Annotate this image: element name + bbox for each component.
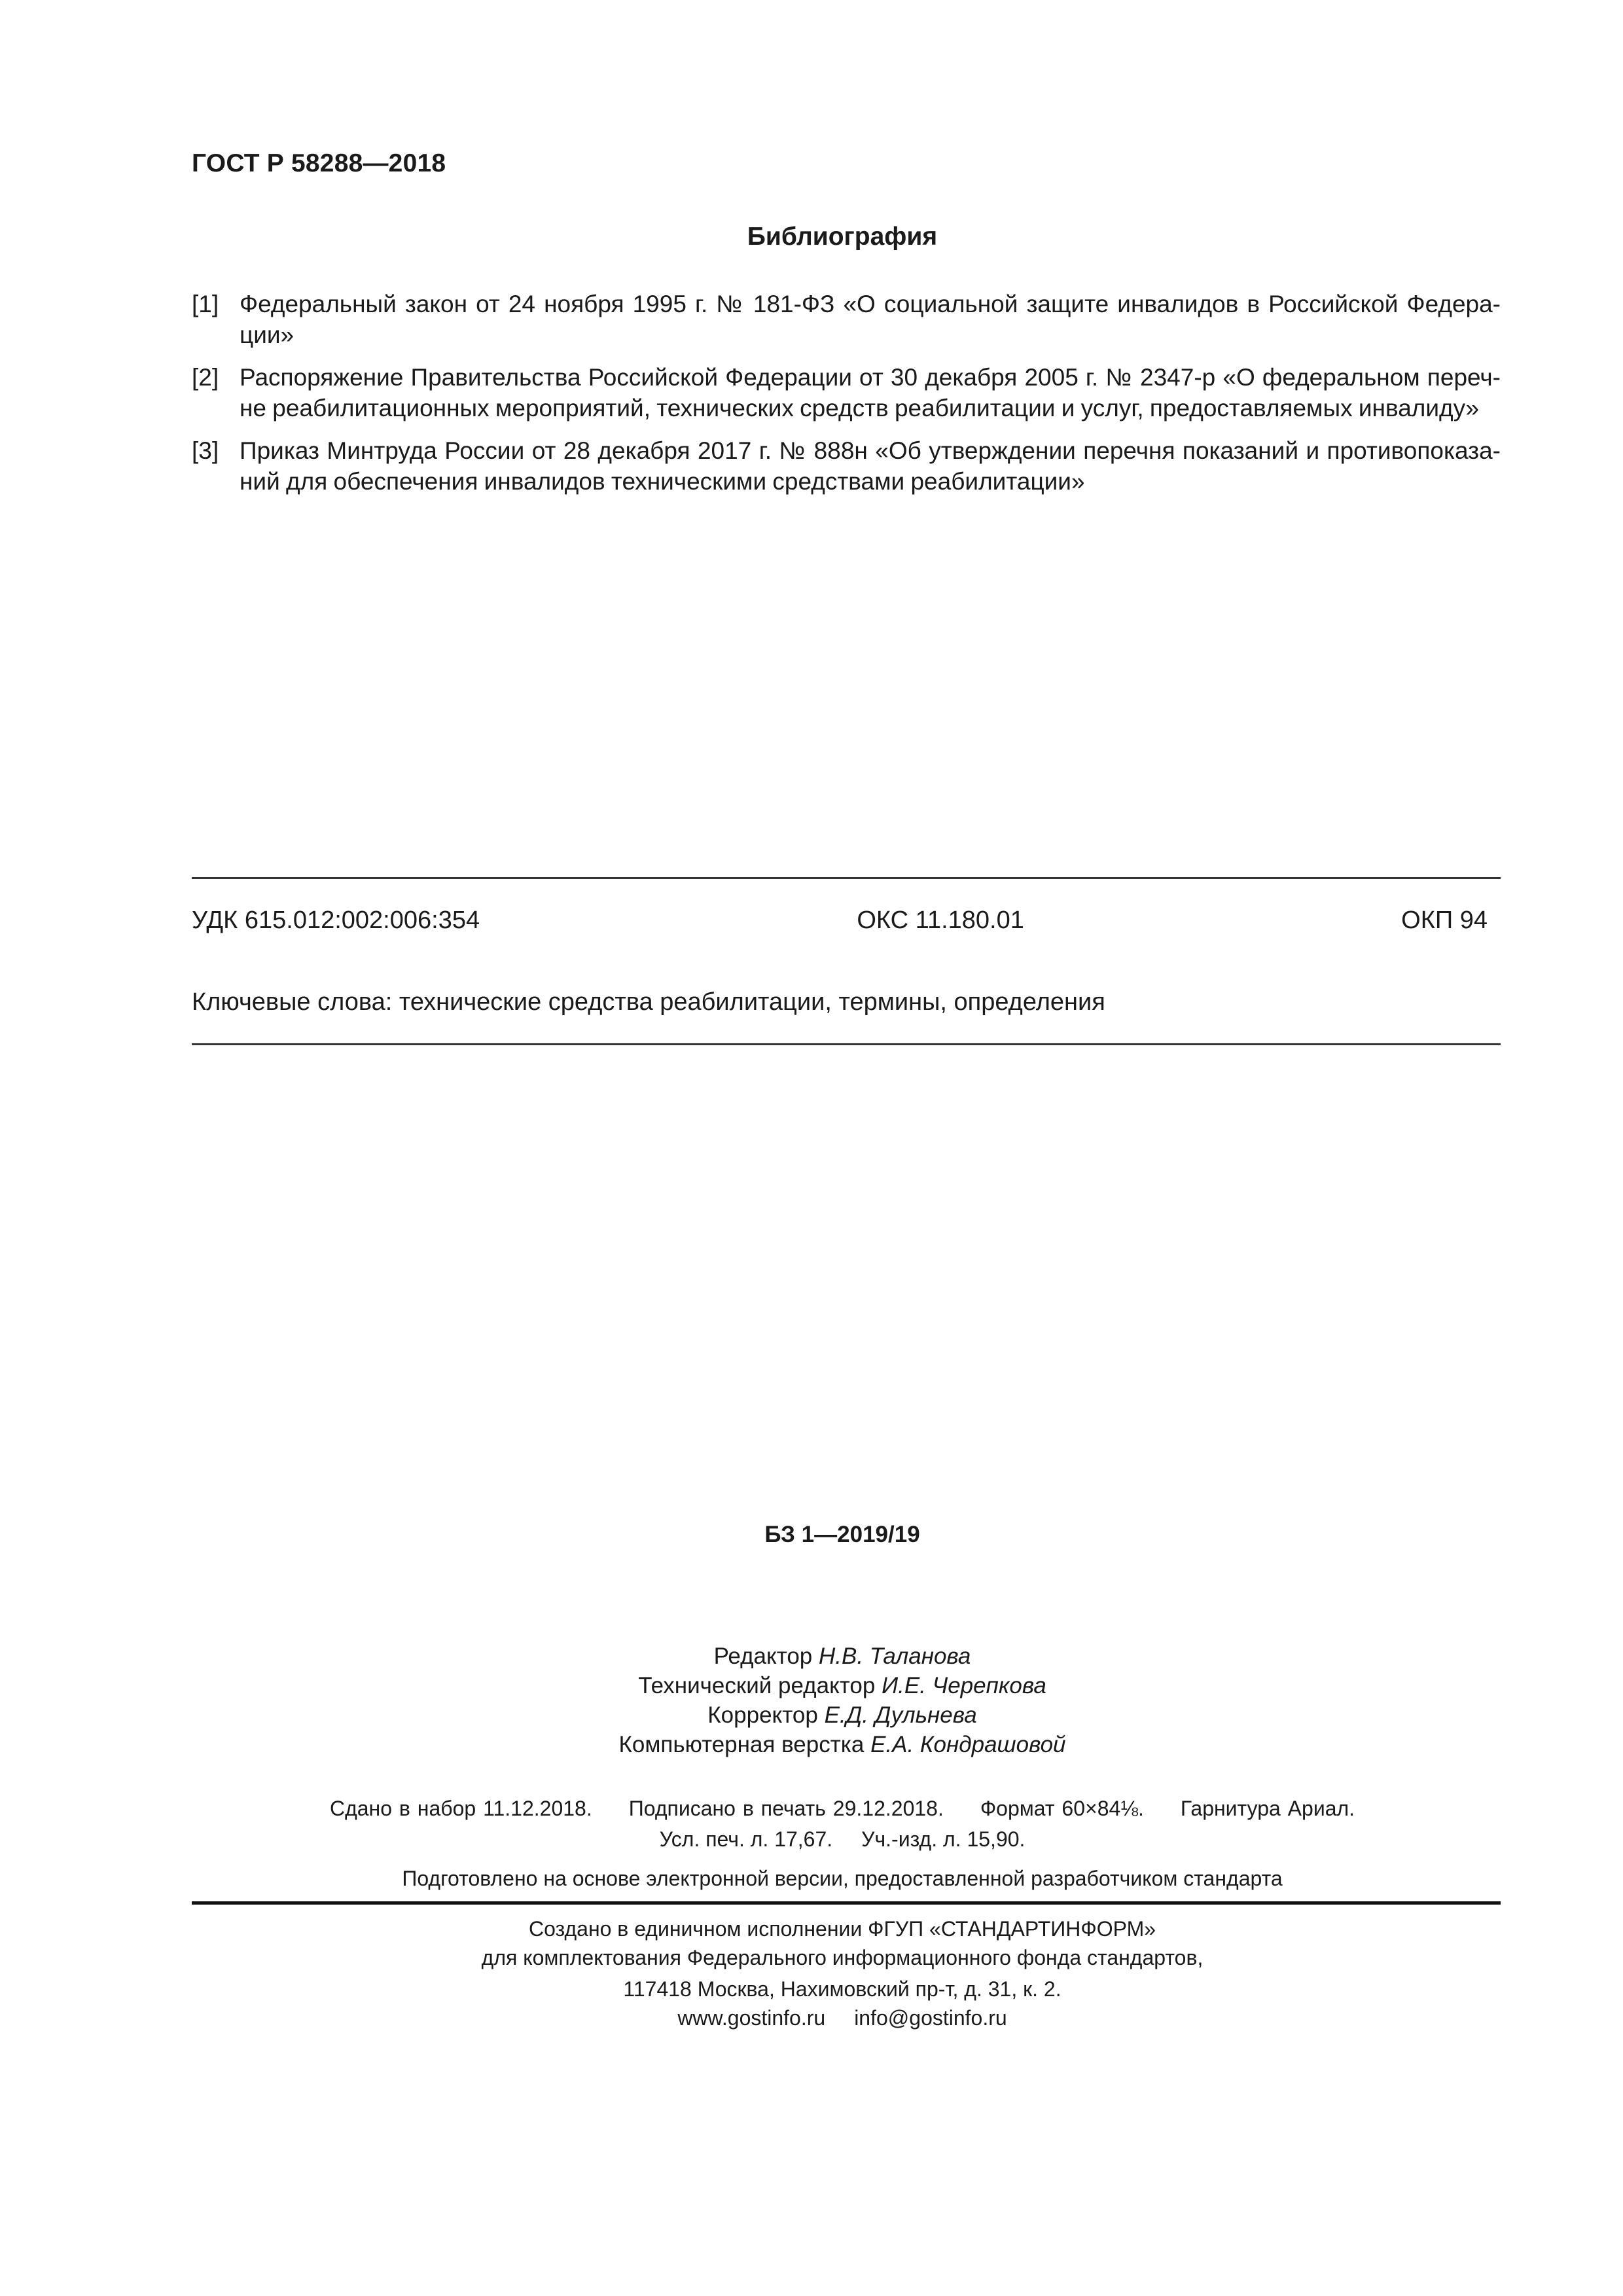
- bibliography-item-number: [3]: [192, 437, 219, 464]
- bibliography-item-text: Приказ Минтруда России от 28 декабря 2017 г. № 888н «Об утверждении перечня показаний и противопоказа- ний для обеспечения инвалидов техническими средствами реабилитации»: [240, 437, 1501, 495]
- staff-entry: [0, 1671, 1623, 1700]
- contact-line: [0, 2003, 1623, 2032]
- bibliography-item-text: Федеральный закон от 24 ноября 1995 г. № 181-ФЗ «О социальной защите инвалидов в Российской Федера- ции»: [240, 291, 1501, 348]
- publisher-divider: [192, 1901, 1501, 1905]
- prepared-note: Подготовлено на основе электронной версии, предоставленной разработчиком стандарта: [402, 1867, 1283, 1890]
- bibliography-item: [192, 289, 1501, 350]
- staff-name: Е.Д. Дульнева: [824, 1702, 977, 1728]
- address-line: 117418 Москва, Нахимовский пр-т, д. 31, к. 2.: [623, 1977, 1061, 2001]
- bottom-divider: [192, 1043, 1501, 1045]
- oks-code: ОКС 11.180.01: [857, 906, 1024, 934]
- publisher-block: [0, 1914, 1623, 1972]
- bibliography-title: Библиография: [747, 223, 938, 251]
- imprint-line-2: [0, 1827, 1623, 1852]
- staff-entry: [0, 1641, 1623, 1671]
- bibliography-item-number: [1]: [192, 291, 219, 317]
- udk-code: УДК 615.012:002:006:354: [192, 906, 480, 934]
- top-divider: [192, 877, 1501, 879]
- imprint-line-1: [0, 1797, 1623, 1821]
- editorial-staff: [0, 1641, 1623, 1759]
- staff-entry: [0, 1730, 1623, 1759]
- bibliography-item-number: [2]: [192, 364, 219, 391]
- paper-format: Формат 60×84⅛.: [980, 1797, 1144, 1820]
- staff-role: Компьютерная верстка: [618, 1732, 865, 1757]
- keywords: Ключевые слова: технические средства реабилитации, термины, определения: [192, 988, 1105, 1016]
- email-link[interactable]: info@gostinfo.ru: [854, 2006, 1007, 2030]
- classification-line: [192, 906, 1488, 935]
- submitted-date: Сдано в набор 11.12.2018.: [329, 1797, 592, 1820]
- publisher-address: [0, 1975, 1623, 2032]
- staff-entry: [0, 1700, 1623, 1730]
- signed-date: Подписано в печать 29.12.2018.: [628, 1797, 944, 1820]
- bibliography-item: [192, 362, 1501, 423]
- staff-role: Технический редактор: [638, 1673, 876, 1698]
- publisher-line: для комплектования Федерального информационного фонда стандартов,: [481, 1946, 1204, 1969]
- typeface: Гарнитура Ариал.: [1180, 1797, 1355, 1820]
- bz-number: БЗ 1—2019/19: [764, 1522, 920, 1547]
- staff-name: Е.А. Кондрашовой: [870, 1732, 1066, 1757]
- publisher-line: Создано в единичном исполнении ФГУП «СТАНДАРТИНФОРМ»: [528, 1917, 1156, 1941]
- bibliography-item-text: Распоряжение Правительства Российской Федерации от 30 декабря 2005 г. № 2347-р «О федеральном переч- не реабилитационных мероприятий, технических средств реабилитации и услуг, предоставляемых инвалиду»: [240, 364, 1501, 422]
- staff-role: Редактор: [713, 1643, 813, 1669]
- okp-code: ОКП 94: [1401, 906, 1488, 934]
- bibliography-item: [192, 435, 1501, 497]
- staff-role: Корректор: [707, 1702, 818, 1728]
- staff-name: Н.В. Таланова: [819, 1643, 971, 1669]
- publishing-sheets: Уч.-изд. л. 15,90.: [861, 1827, 1026, 1851]
- staff-name: И.Е. Черепкова: [882, 1673, 1046, 1698]
- website-link[interactable]: www.gostinfo.ru: [677, 2006, 826, 2030]
- print-sheets: Усл. печ. л. 17,67.: [659, 1827, 833, 1851]
- document-code: ГОСТ Р 58288—2018: [192, 149, 446, 177]
